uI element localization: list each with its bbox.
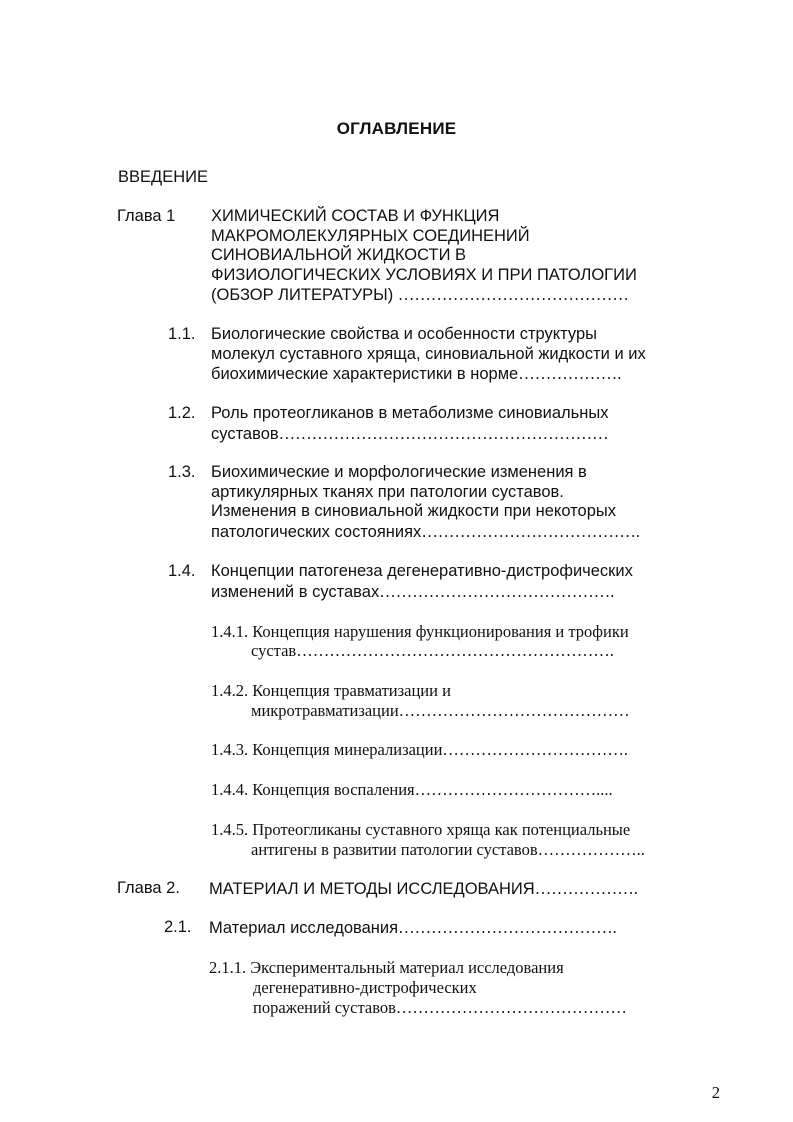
toc-line: Изменения в синовиальной жидкости при некоторых [211,502,616,521]
toc-line: поражений суставов [253,997,396,1017]
toc-leader-dots: ……………………………. [442,740,629,759]
toc-entry-text [211,207,637,306]
toc-line: (ОБЗОР ЛИТЕРАТУРЫ) [211,286,394,305]
toc-line: Экспериментальный материал исследования [250,958,564,977]
toc-entry-label: Глава 2. [117,879,180,897]
toc-line: МАТЕРИАЛ И МЕТОДЫ ИССЛЕДОВАНИЯ [209,880,535,898]
toc-label-text: 1.4.3. [211,740,249,759]
toc-entry-text [211,562,633,602]
toc-line: суставов [211,424,279,443]
toc-line: дегенеративно-дистрофических [253,978,477,997]
toc-leader-dots: ……………….. [537,840,645,859]
toc-label-text: 1.4.4. [211,780,249,799]
toc-line: МАКРОМОЛЕКУЛЯРНЫХ СОЕДИНЕНИЙ [211,226,530,245]
toc-entry-text [118,168,208,188]
toc-entry-label: 1.3. [168,463,196,481]
toc-leader-dots: …………………………….... [414,780,613,799]
toc-entry-label: 1.4. [168,562,196,580]
toc-line: Концепция воспаления [252,780,415,799]
page-title: ОГЛАВЛЕНИЕ [336,119,457,138]
toc-line: антигены в развитии патологии суставов [251,840,538,859]
toc-entry-label [211,622,629,642]
toc-line: биохимические характеристики в норме [211,365,519,384]
toc-leader-dots: …………………………………. [398,918,617,937]
toc-line: микротравматизации [251,701,399,720]
toc-leader-dots: ………………. [518,364,622,384]
toc-line: молекул суставного хряща, синовиальной жидкости и их [211,344,646,363]
toc-entry-label: 1.2. [168,404,196,422]
toc-entry-text [209,918,617,939]
toc-leader-dots: …………………………………. [421,521,640,541]
toc-line: Протеогликаны суставного хряща как потенциальные [252,820,631,839]
toc-entry-label [211,740,628,760]
toc-entry-label: 2.1. [164,918,192,936]
toc-line: ФИЗИОЛОГИЧЕСКИХ УСЛОВИЯХ И ПРИ ПАТОЛОГИИ [211,265,637,284]
toc-line: патологических состояниях [211,522,422,541]
toc-entry-label: 1.1. [168,325,196,343]
toc-line: Концепция травматизации и [252,681,451,700]
toc-entry-text [211,325,646,385]
toc-entry-text [211,463,640,542]
toc-entry-text [251,641,614,661]
toc-label-text: 2.1.1. [209,958,247,977]
footer-page-number: 2 [711,1083,720,1102]
toc-entry-text [211,404,609,444]
toc-entry-label: Глава 1 [117,207,176,225]
toc-line: Концепции патогенеза дегенеративно-дистрофических [211,562,633,580]
toc-leader-dots: …………………………………… [397,285,629,305]
toc-leader-dots: ……………………………………. [379,581,615,601]
toc-line: сустав [251,641,297,660]
toc-label-text: 1.4.2. [211,681,249,700]
toc-line: Концепция минерализации [252,740,443,759]
toc-entry-text [209,879,638,900]
toc-line: артикулярных тканях при патологии суставов. [211,482,564,501]
toc-entry-text [253,978,627,1017]
toc-label-text: 1.4.1. [211,622,249,641]
toc-leader-dots: …………………………………… [395,997,627,1017]
toc-line: Биологические свойства и особенности структуры [211,325,598,343]
toc-line: изменений в суставах [211,582,380,601]
toc-line: ВВЕДЕНИЕ [118,168,208,186]
toc-line: Роль протеогликанов в метаболизме синовиальных [211,404,609,422]
toc-line: СИНОВИАЛЬНОЙ ЖИДКОСТИ В [211,246,467,265]
toc-line: Материал исследования [209,919,399,937]
toc-label-text: 1.4.5. [211,820,249,839]
toc-entry-text [251,701,630,721]
toc-line: Биохимические и морфологические изменения в [211,463,587,481]
toc-leader-dots: …………………………………………………. [296,641,614,660]
toc-entry-label [211,780,613,800]
toc-entry-text [251,840,645,860]
toc-leader-dots: ………………. [534,879,638,898]
toc-entry-label [209,958,564,978]
toc-entry-label [211,681,451,701]
toc-leader-dots: …………………………………… [398,701,630,720]
toc-line: ХИМИЧЕСКИЙ СОСТАВ И ФУНКЦИЯ [211,207,500,225]
toc-line: Концепция нарушения функционирования и трофики [252,622,629,641]
toc-entry-label [211,820,630,840]
toc-leader-dots: …………………………………………………… [278,423,609,443]
